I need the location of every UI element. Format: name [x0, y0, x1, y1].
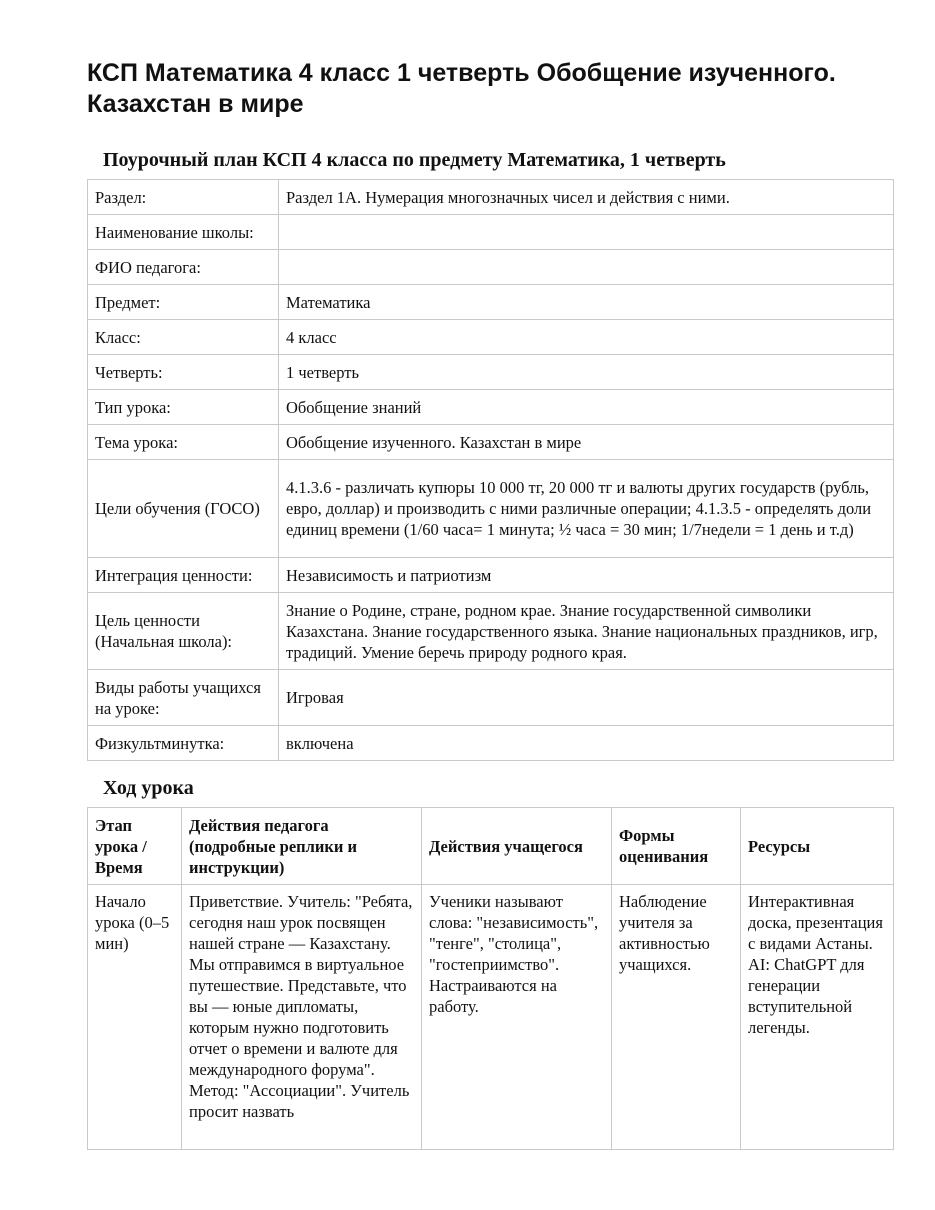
column-header-stage: Этап урока / Время [88, 808, 182, 885]
info-label: Цель ценности (Начальная школа): [88, 593, 279, 670]
plan-heading: Поурочный план КСП 4 класса по предмету Математика, 1 четверть [103, 149, 726, 171]
cell-resources: Интерактивная доска, презентация с видами Астаны. AI: ChatGPT для генерации вступительной легенды. [741, 885, 894, 1150]
info-label: Наименование школы: [88, 215, 279, 250]
info-row-lesson-type [88, 390, 894, 425]
info-row-teacher [88, 250, 894, 285]
info-label: Цели обучения (ГОСО) [88, 460, 279, 558]
column-header-student-actions: Действия учащегося [422, 808, 612, 885]
lesson-course-table [87, 807, 894, 1150]
info-value: 4 класс [279, 320, 894, 355]
info-row-subject [88, 285, 894, 320]
column-header-teacher-actions: Действия педагога (подробные реплики и инструкции) [182, 808, 422, 885]
info-label: Виды работы учащихся на уроке: [88, 670, 279, 726]
info-value: 1 четверть [279, 355, 894, 390]
info-value: Математика [279, 285, 894, 320]
info-label: ФИО педагога: [88, 250, 279, 285]
info-row-value-integration [88, 558, 894, 593]
info-value [279, 250, 894, 285]
info-value: Игровая [279, 670, 894, 726]
info-label: Интеграция ценности: [88, 558, 279, 593]
course-heading: Ход урока [103, 777, 194, 799]
document-title: КСП Математика 4 класс 1 четверть Обобщение изученного. Казахстан в мире [87, 59, 836, 118]
info-label: Физкультминутка: [88, 726, 279, 761]
info-row-quarter [88, 355, 894, 390]
cell-stage: Начало урока (0–5 мин) [88, 885, 182, 1150]
info-row-section [88, 180, 894, 215]
info-value: Знание о Родине, стране, родном крае. Знание государственной символики Казахстана. Знание государственного языка. Знание национальных праздников, игр, традиций. Умение беречь природу родного края. [279, 593, 894, 670]
info-value: Обобщение знаний [279, 390, 894, 425]
info-row-school [88, 215, 894, 250]
cell-teacher-actions: Приветствие. Учитель: "Ребята, сегодня наш урок посвящен нашей стране — Казахстану. Мы отправимся в виртуальное путешествие. Представьте, что вы — юные дипломаты, которым нужно подготовить отчет о времени и валюте для международного форума". Метод: "Ассоциации". Учитель просит назвать [182, 885, 422, 1150]
lesson-info-table [87, 179, 894, 761]
info-label: Тема урока: [88, 425, 279, 460]
info-value: включена [279, 726, 894, 761]
info-value: 4.1.3.6 - различать купюры 10 000 тг, 20 000 тг и валюты других государств (рубль, евро, доллар) и производить с ними различные операции; 4.1.3.5 - определять доли единиц времени (1/60 часа= 1 минута; ½ часа = 30 мин; 1/7недели = 1 день и т.д) [279, 460, 894, 558]
course-header-row [88, 808, 894, 885]
cell-assessment: Наблюдение учителя за активностью учащихся. [612, 885, 741, 1150]
table-row [88, 885, 894, 1150]
info-label: Предмет: [88, 285, 279, 320]
info-row-learning-goals [88, 460, 894, 558]
info-row-physical-break [88, 726, 894, 761]
info-row-lesson-topic [88, 425, 894, 460]
info-value: Раздел 1А. Нумерация многозначных чисел и действия с ними. [279, 180, 894, 215]
info-row-work-types [88, 670, 894, 726]
info-label: Класс: [88, 320, 279, 355]
info-label: Раздел: [88, 180, 279, 215]
info-value [279, 215, 894, 250]
info-label: Четверть: [88, 355, 279, 390]
info-label: Тип урока: [88, 390, 279, 425]
info-value: Независимость и патриотизм [279, 558, 894, 593]
column-header-assessment: Формы оценивания [612, 808, 741, 885]
cell-student-actions: Ученики называют слова: "независимость", "тенге", "столица", "гостеприимство". Настраиваются на работу. [422, 885, 612, 1150]
info-row-value-goal [88, 593, 894, 670]
info-row-grade [88, 320, 894, 355]
info-value: Обобщение изученного. Казахстан в мире [279, 425, 894, 460]
column-header-resources: Ресурсы [741, 808, 894, 885]
